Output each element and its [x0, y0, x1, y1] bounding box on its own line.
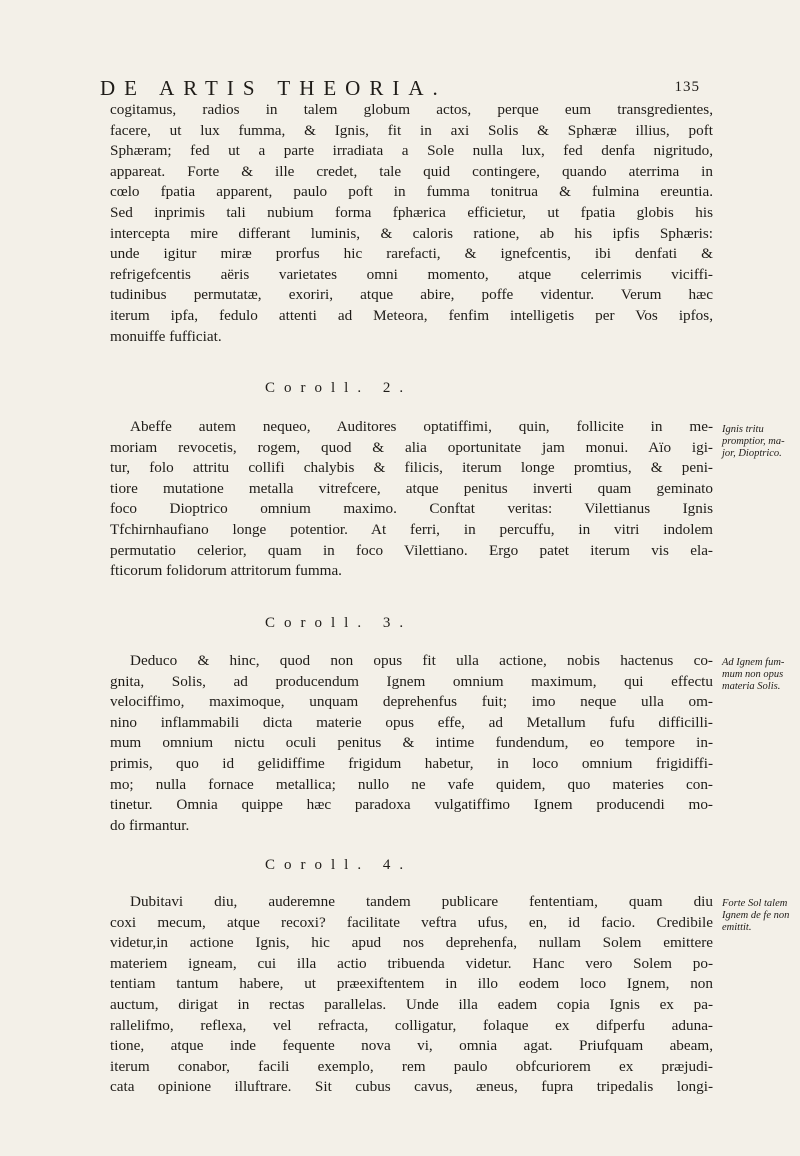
- text-line: intercepta mire differant luminis, & caloris ratione, ab his ipfis Sphæris:: [110, 224, 713, 242]
- text-line: Sed inprimis tali nubium forma fphærica efficietur, ut fpatia globis his: [110, 203, 713, 221]
- text-line: primis, quo id gelidiffime frigidum habetur, in loco omnium frigidiffi-: [110, 754, 713, 772]
- text-line: appareat. Forte & ille credet, tale quid contingere, quando aterrima in: [110, 162, 713, 180]
- text-line: facere, ut lux fumma, & Ignis, fit in axi Solis & Sphæræ illius, poft: [110, 121, 713, 139]
- text-line: refrigefcentis aëris varietates omni momento, atque celerrimis viciffi-: [110, 265, 713, 283]
- corollary-4-text: [110, 892, 713, 1098]
- margin-note-line: Ad Ignem fum-: [722, 657, 785, 668]
- text-line: coxi mecum, atque recoxi? facilitate veftra ufus, en, id facio. Credibile: [110, 913, 713, 931]
- text-line: do firmantur.: [110, 816, 190, 834]
- margin-note-corollary-4: [722, 898, 792, 934]
- text-line: iterum ipfa, fedulo attenti ad Meteora, fenfim intelligetis per Vos ipfos,: [110, 306, 713, 324]
- text-line: auctum, dirigat in rectas parallelas. Unde illa eadem copia Ignis ex pa-: [110, 995, 713, 1013]
- corollary-3-heading: Coroll. 3.: [265, 615, 413, 631]
- text-line: iterum conabor, facili exemplo, rem paulo obfcuriorem ex præjudi-: [110, 1057, 713, 1075]
- text-line: Abeffe autem nequeo, Auditores optatiffimi, quin, follicite in me-: [130, 418, 713, 435]
- margin-note-line: materia Solis.: [722, 681, 781, 692]
- corollary-2-heading: Coroll. 2.: [265, 380, 413, 396]
- margin-note-line: emittit.: [722, 922, 752, 933]
- corollary-2-text: [110, 417, 713, 582]
- text-line: foco Dioptrico omnium maximo. Conftat veritas: Vilettianus Ignis: [110, 500, 713, 518]
- text-line: moriam revocetis, rogem, quod & alia oportunitate jam monui. Aïo igi-: [110, 438, 713, 456]
- text-line: cogitamus, radios in talem globum actos, perque eum transgredientes,: [110, 101, 713, 118]
- margin-note-line: jor, Dioptrico.: [722, 448, 782, 459]
- text-line: gnita, Solis, ad producendum Ignem omnium maximum, qui effectu: [110, 672, 713, 690]
- text-line: rallelifmo, reflexa, vel refracta, colligatur, folaque ex difperfu aduna-: [110, 1016, 713, 1034]
- margin-note-corollary-3: [722, 657, 792, 693]
- text-line: tentiam tantum habere, ut præexiftentem in illo eodem loco Ignem, non: [110, 975, 713, 993]
- margin-note-line: Ignis tritu: [722, 424, 764, 435]
- text-line: fticorum folidorum attritorum fumma.: [110, 562, 342, 580]
- text-line: mum omnium nictu oculi penitus & intime fundendum, eo tempore in-: [110, 734, 713, 752]
- text-line: tinetur. Omnia quippe hæc paradoxa vulgatiffimo Ignem producendi mo-: [110, 796, 713, 814]
- running-title: DE ARTIS THEORIA.: [100, 76, 447, 100]
- text-line: Dubitavi diu, auderemne tandem publicare fententiam, quam diu: [130, 893, 713, 910]
- text-line: tione, atque inde fequente nova vi, omnia agat. Priufquam abeam,: [110, 1037, 713, 1055]
- text-line: tur, folo attritu collifi chalybis & filicis, iterum longe promtius, & peni-: [110, 459, 713, 477]
- text-line: unde igitur miræ prorfus hic rarefacti, & ignefcentis, ibi denfati &: [110, 245, 713, 263]
- text-line: videtur,in actione Ignis, hic apud nos deprehenfa, nullam Solem emittere: [110, 934, 713, 952]
- running-head: [100, 76, 700, 100]
- text-line: nino inflammabili dicta materie opus effe, ad Metallum fufu difficilli-: [110, 713, 713, 731]
- text-line: cata opinione illuftrare. Sit cubus cavus, æneus, fupra tripedalis longi-: [110, 1078, 713, 1096]
- margin-note-line: mum non opus: [722, 669, 784, 680]
- text-line: cœlo fpatia apparent, paulo poft in fumma tonitrua & fulmina ereuntia.: [110, 183, 713, 201]
- margin-note-line: Forte Sol talem: [722, 898, 788, 909]
- text-line: materiem igneam, cui illa actio tribuenda videtur. Hanc vero Solem po-: [110, 954, 713, 972]
- text-line: tudinibus permutatæ, exoriri, atque abire, poffe videntur. Verum hæc: [110, 286, 713, 304]
- page-number: 135: [674, 79, 700, 95]
- text-line: velociffimo, maximoque, unquam deprehenfus fuit; imo neque ulla om-: [110, 693, 713, 711]
- text-line: monuiffe fufficiat.: [110, 327, 222, 345]
- corollary-4-heading: Coroll. 4.: [265, 857, 413, 873]
- margin-note-line: Ignem de fe non: [722, 910, 790, 921]
- corollary-3-text: [110, 651, 713, 836]
- text-line: tiore mutatione metalla vitrefcere, atque penitus inverti quam geminato: [110, 479, 713, 497]
- text-line: Tfchirnhaufiano longe potentior. At ferri, in percuffu, in vitri indolem: [110, 520, 713, 538]
- margin-note-corollary-2: [722, 424, 792, 460]
- margin-note-line: promptior, ma-: [722, 436, 785, 447]
- text-line: permutatio celerior, quam in foco Vilettiano. Ergo patet iterum vis ela-: [110, 541, 713, 559]
- text-line: Deduco & hinc, quod non opus fit ulla actione, nobis hactenus co-: [130, 652, 713, 669]
- paragraph-continuation: [110, 100, 713, 347]
- text-line: Sphæram; fed ut a parte irradiata a Sole nulla lux, fed denfa nigritudo,: [110, 142, 713, 160]
- text-line: mo; nulla fornace metallica; nullo ne vafe quidem, quo materies con-: [110, 775, 713, 793]
